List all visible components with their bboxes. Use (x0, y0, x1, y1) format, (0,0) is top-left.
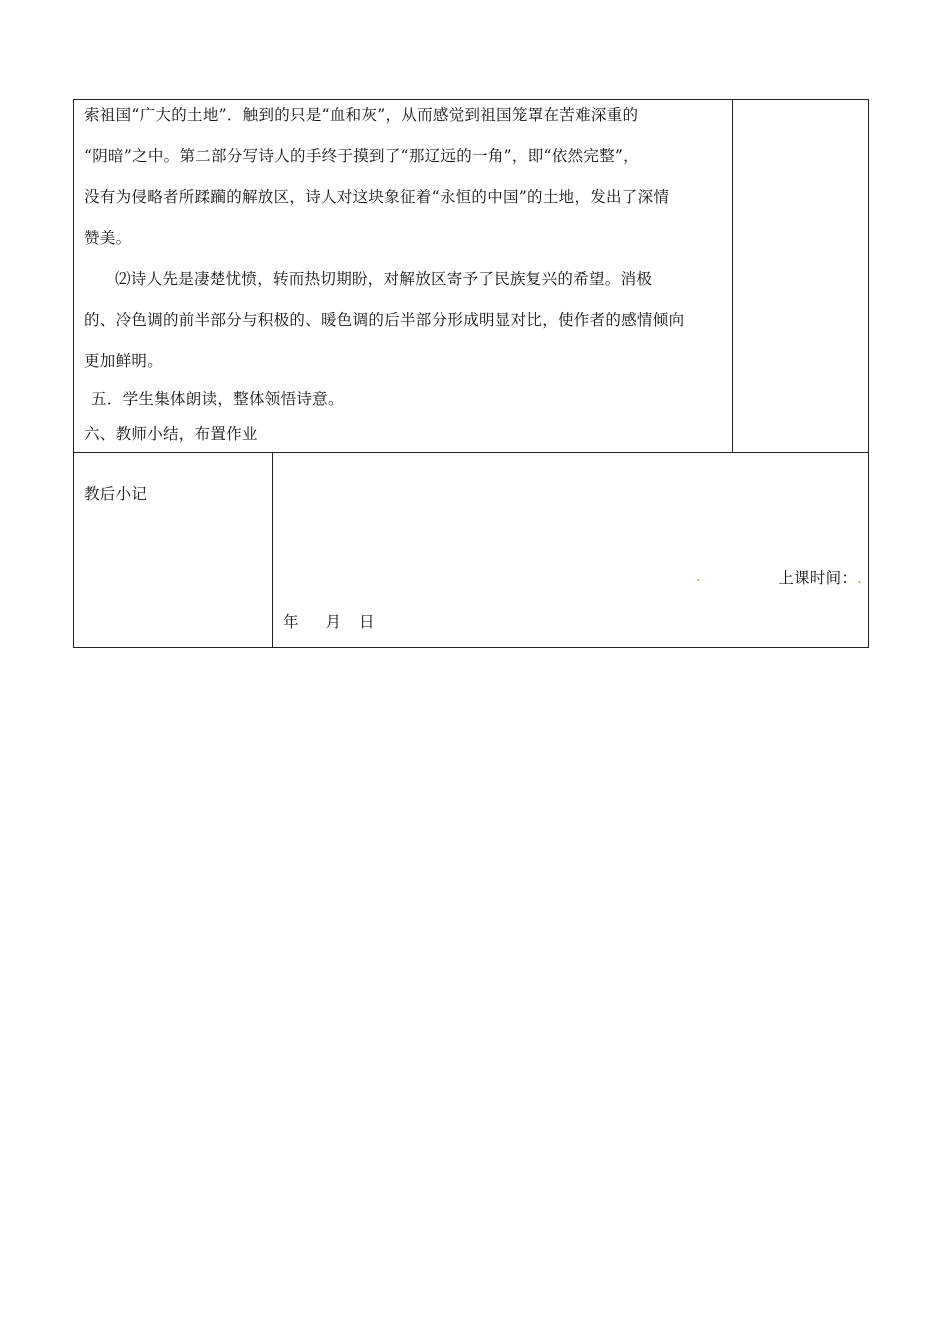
remarks-cell (733, 100, 869, 453)
content-line-2: “阴暗”之中。第二部分写诗人的手终于摸到了“那辽远的一角”，即“依然完整”， (84, 147, 639, 165)
year-label: 年 (283, 613, 299, 631)
day-label: 日 (359, 613, 375, 631)
dot-mark: . (857, 571, 862, 587)
content-line-9: 六、教师小结，布置作业 (84, 425, 258, 443)
content-line-7: 更加鲜明。 (84, 352, 164, 370)
notes-label: 教后小记 (84, 485, 148, 503)
notes-label-cell (74, 453, 273, 648)
lesson-content-cell (74, 100, 733, 453)
notes-row (74, 453, 869, 648)
lesson-plan-table (73, 99, 869, 648)
class-time-line (778, 566, 862, 588)
dot-mark: . (696, 569, 701, 585)
month-label: 月 (325, 613, 342, 631)
lesson-content (74, 95, 732, 452)
content-row (74, 100, 869, 453)
notes-body-cell (273, 453, 869, 648)
date-line (283, 610, 375, 632)
content-line-8: 五．学生集体朗读，整体领悟诗意。 (91, 390, 344, 408)
content-line-6: 的、冷色调的前半部分与积极的、暖色调的后半部分形成明显对比，使作者的感情倾向 (84, 311, 685, 329)
content-line-1: 索祖国“广大的土地”．触到的只是“血和灰”，从而感觉到祖国笼罩在苦难深重的 (84, 106, 639, 124)
content-line-3: 没有为侵略者所蹂躏的解放区，诗人对这块象征着“永恒的中国”的土地，发出了深情 (84, 188, 670, 206)
class-time-label: 上课时间： (778, 569, 858, 587)
content-line-5: ⑵诗人先是凄楚忧愤，转而热切期盼，对解放区寄予了民族复兴的希望。消极 (115, 270, 653, 288)
content-line-4: 赞美。 (84, 229, 132, 247)
